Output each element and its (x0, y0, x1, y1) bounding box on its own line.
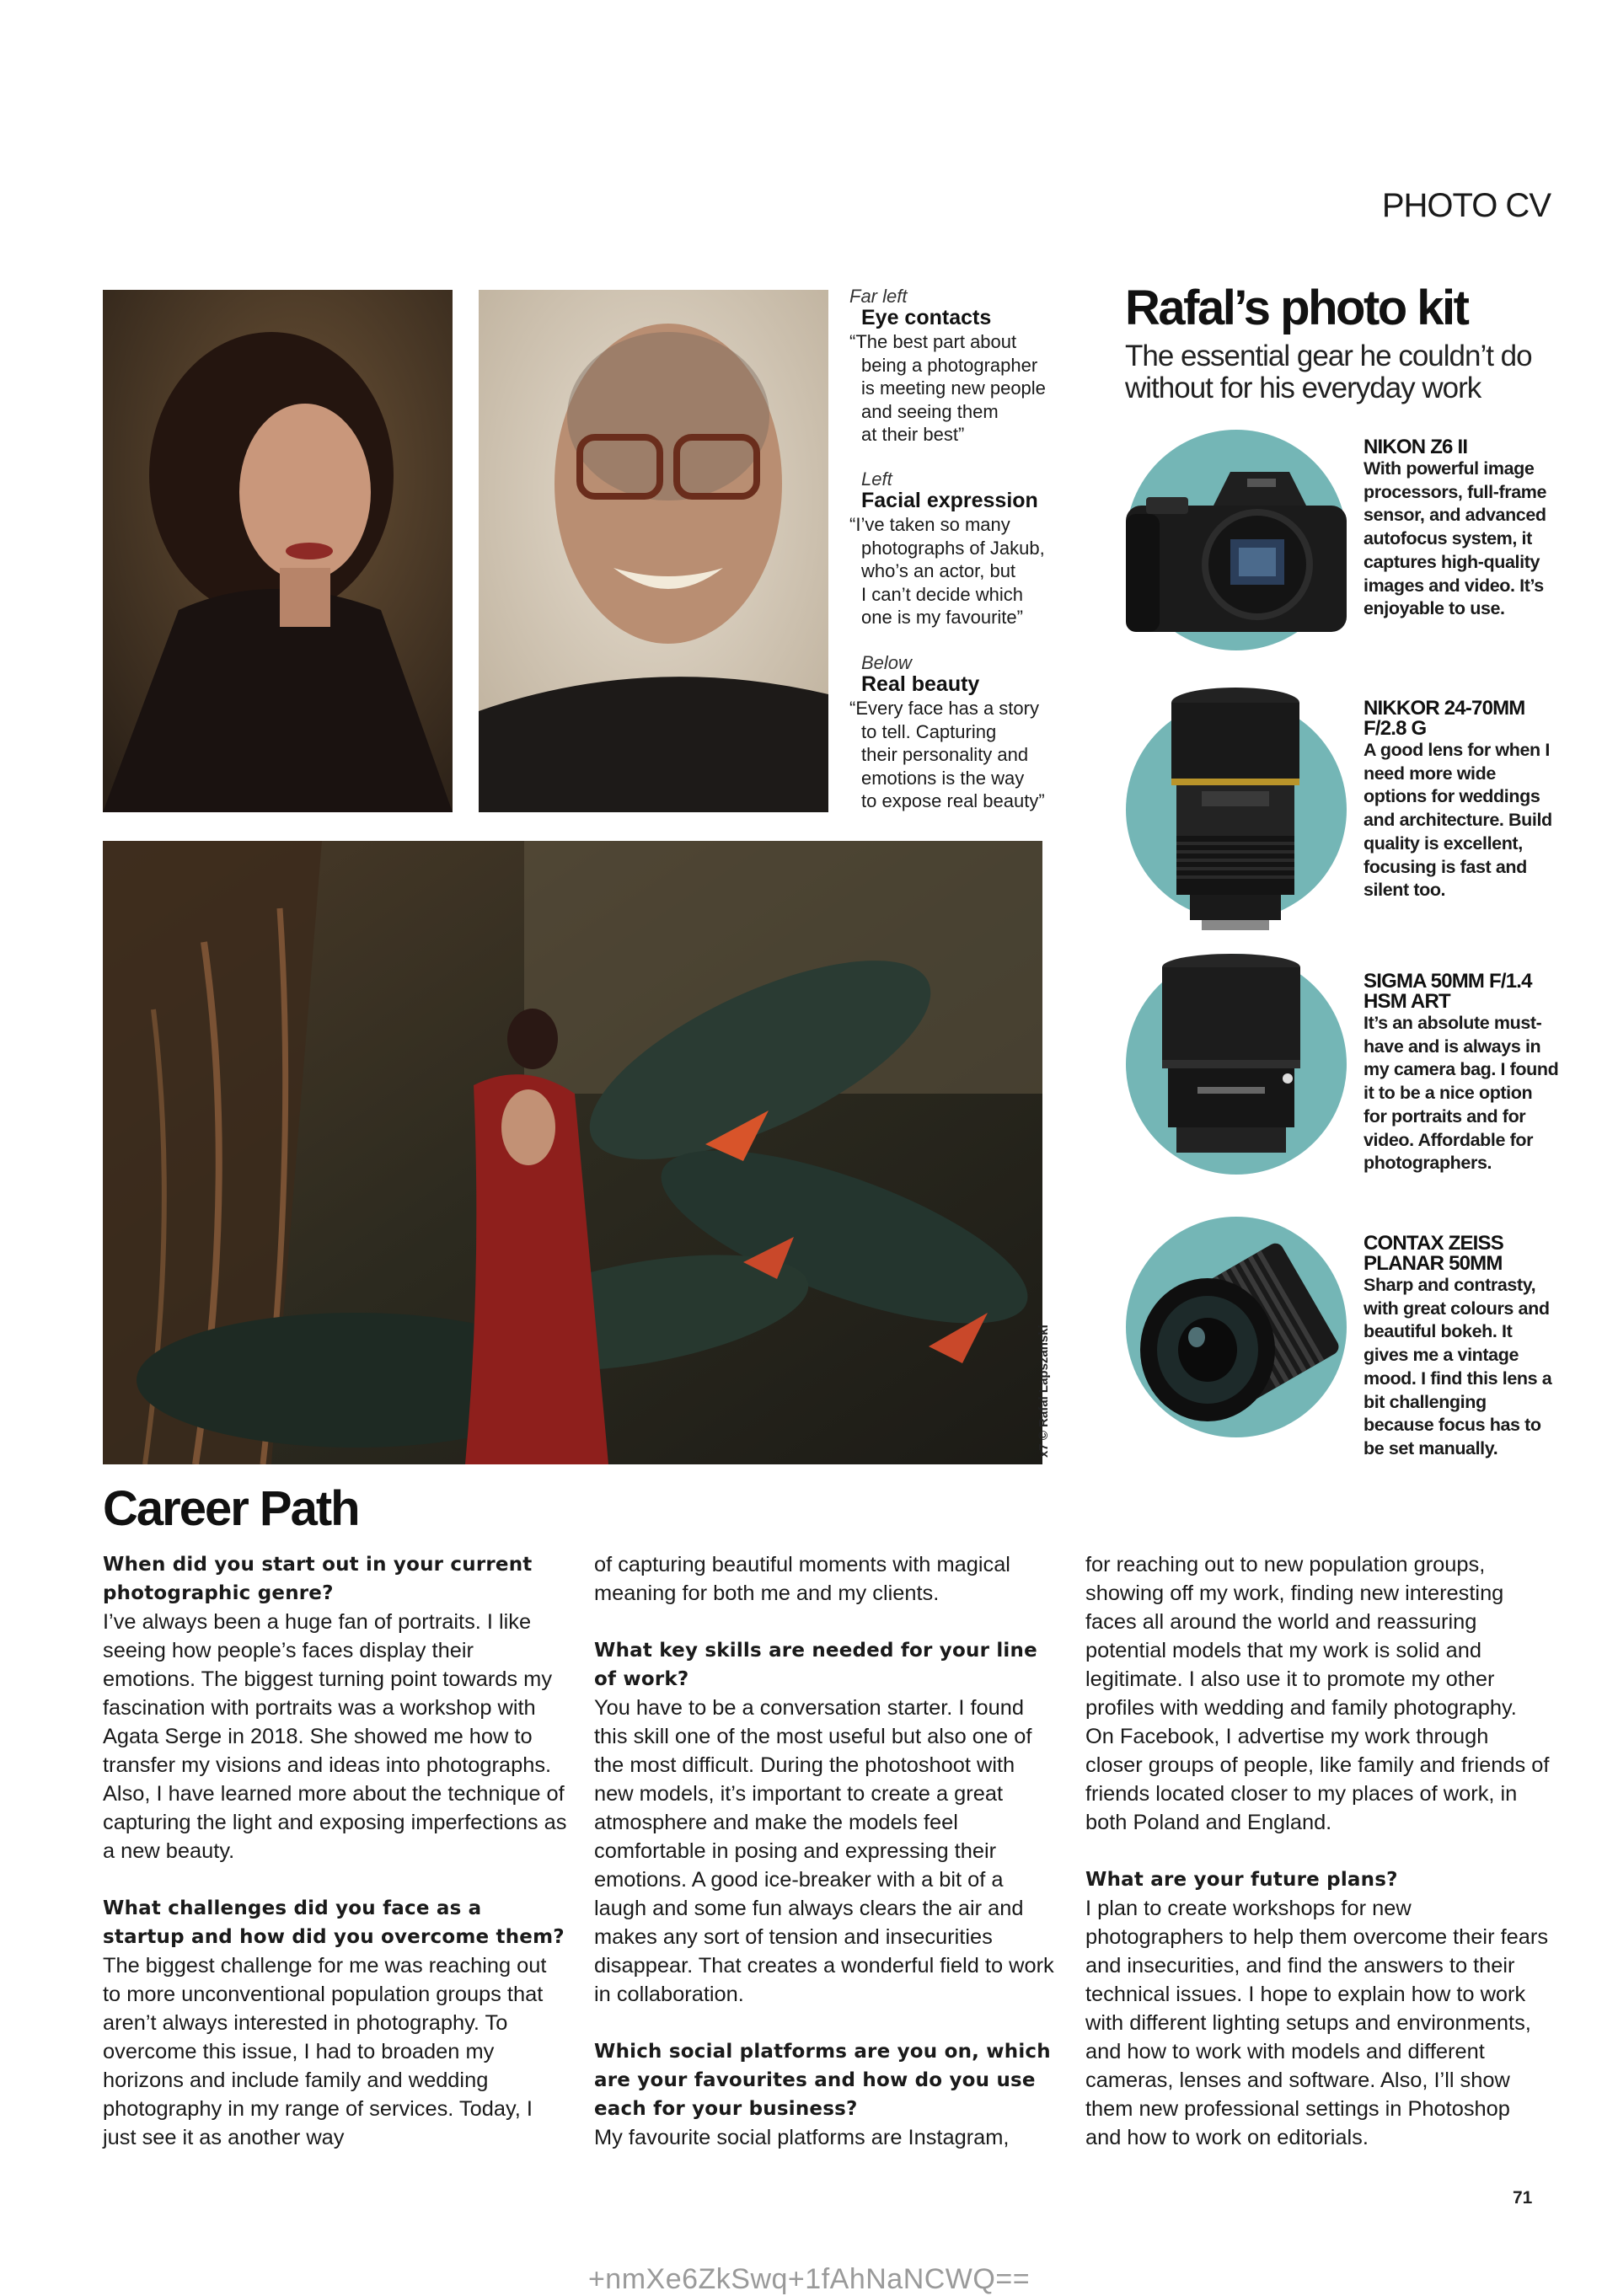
interview-answer: I plan to create workshops for new photographers to help them overcome their fears and insecurities, and find the answers to their technical issues. I hope to explain how to work with different lighting setups and environments, and how to work with models and different cameras, lenses and software. Also, I’ll show them new professional settings in Photoshop and how to work on editorials. (1085, 1897, 1549, 2149)
caption-position: Left (861, 468, 892, 490)
caption-line: who’s an actor, but (861, 560, 1016, 581)
caption-line: I can’t decide which (861, 583, 1023, 605)
main-photo-woman-red-dress (103, 841, 1042, 1464)
kit-item-desc: With powerful image processors, full-frame sensor, and advanced autofocus system, it captures high-quality images and video. It’s enjoyable to use. (1364, 458, 1547, 619)
kit-item-name: NIKKOR 24-70MM F/2.8 G (1364, 697, 1525, 740)
caption-text (849, 513, 1102, 629)
interview-question: Which social platforms are you on, which are your favourites and how do you use each for your business? (594, 2041, 1051, 2120)
caption-line: their personality and (861, 744, 1029, 765)
caption-title: Facial expression (861, 489, 1038, 512)
kit-item-name: SIGMA 50MM F/1.4 HSM ART (1364, 970, 1532, 1013)
portrait-photo-man (479, 290, 828, 812)
caption-line: to expose real beauty” (861, 790, 1045, 811)
kit-item-contax-zeiss (1364, 1234, 1559, 1461)
interview-answer: My favourite social platforms are Instagram, (594, 2126, 1010, 2149)
article-column-3 (1085, 1550, 1551, 2152)
caption-position: Below (861, 652, 912, 673)
zoom-lens-icon (1126, 699, 1347, 920)
caption-line: “The best part about (849, 331, 1017, 352)
interview-answer: for reaching out to new population groups, showing off my work, finding new interesting faces all around the world and reassuring potential models that my work is solid and legitimate. I also use it to promote my other profiles with wedding and family photography. On Facebook, I advertise my work through closer groups of people, like family and friends of friends located closer to my places of work, in both Poland and England. (1085, 1553, 1550, 1834)
caption-line: being a photographer (861, 354, 1038, 376)
kit-item-desc: It’s an absolute must-have and is always in my camera bag. I found it to be a nice option for portraits and for video. Affordable for photographers. (1364, 1013, 1559, 1174)
caption-line: to tell. Capturing (861, 720, 997, 742)
kit-item-desc: A good lens for when I need more wide options for weddings and architecture. Build quality is excellent, focusing is fast and silent too. (1364, 740, 1552, 901)
page-number: 71 (1513, 2188, 1533, 2208)
caption-facial-expression (849, 468, 1102, 629)
caption-line: emotions is the way (861, 767, 1025, 789)
watermark-text: +nmXe6ZkSwq+1fAhNaNCWQ== (587, 2263, 1031, 2295)
article-column-2 (594, 1550, 1059, 2152)
interview-answer: of capturing beautiful moments with magical meaning for both me and my clients. (594, 1553, 1010, 1605)
caption-real-beauty (849, 652, 1102, 813)
caption-line: at their best” (861, 424, 965, 445)
kit-item-nikon-z6 (1364, 437, 1559, 621)
interview-answer: I’ve always been a huge fan of portraits. I like seeing how people’s faces display their emotions. The biggest turning point towards my fascination with portraits was a workshop with Agata Serge in 2018. She showed me how to transfer my visions and ideas into photographs. Also, I have learned more about the technique of capturing the light and exposing imperfections as a new beauty. (103, 1610, 567, 1863)
vintage-lens-icon (1126, 1217, 1347, 1437)
kit-item-name: NIKON Z6 II (1364, 436, 1468, 458)
interview-answer: The biggest challenge for me was reaching out to more unconventional population groups that aren’t always interested in photography. To overcome this issue, I had to broaden my horizons and include family and wedding photography in my range of services. Today, I just see it as another way (103, 1954, 547, 2149)
caption-line: “I’ve taken so many (849, 514, 1010, 535)
kit-item-sigma-50 (1364, 971, 1559, 1175)
kit-item-nikkor-24-70 (1364, 698, 1559, 902)
career-path-heading: Career Path (103, 1481, 359, 1536)
interview-answer: You have to be a conversation starter. I found this skill one of the most useful but also one of the most difficult. During the photoshoot with new models, it’s important to create a great atmosphere and make the models feel comfortable in posing and expressing their emotions. A good ice-breaker with a bit of a laugh and some fun always clears the air and makes any sort of tension and insecurities disappear. That creates a wonderful field to work in collaboration. (594, 1696, 1054, 2006)
caption-text (849, 697, 1102, 813)
caption-line: and seeing them (861, 400, 999, 422)
kit-title: Rafal’s photo kit (1125, 281, 1468, 335)
kit-item-name: CONTAX ZEISS PLANAR 50MM (1364, 1232, 1503, 1275)
caption-text (849, 330, 1102, 447)
interview-question: When did you start out in your current photographic genre? (103, 1554, 533, 1604)
prime-lens-icon (1126, 954, 1347, 1175)
caption-line: photographs of Jakub, (861, 537, 1045, 559)
kit-item-desc: Sharp and contrasty, with great colours and beautiful bokeh. It gives me a vintage mood. I find this lens a bit challenging because focus has to be set manually. (1364, 1275, 1552, 1458)
section-label: PHOTO CV (1381, 187, 1551, 224)
interview-question: What challenges did you face as a startup and how did you overcome them? (103, 1897, 565, 1948)
article-column-1 (103, 1550, 568, 2152)
caption-title: Eye contacts (861, 306, 992, 329)
caption-line: is meeting new people (861, 377, 1046, 399)
caption-line: one is my favourite” (861, 607, 1023, 628)
interview-question: What key skills are needed for your line of work? (594, 1640, 1037, 1690)
caption-title: Real beauty (861, 672, 980, 696)
caption-position: Far left (849, 286, 908, 307)
photo-credit: x7 © Rafal Lapszanski (1037, 1325, 1051, 1458)
caption-line: “Every face has a story (849, 698, 1039, 719)
camera-icon (1126, 430, 1347, 650)
portrait-photo-woman (103, 290, 453, 812)
interview-question: What are your future plans? (1085, 1869, 1398, 1891)
caption-eye-contacts (849, 286, 1102, 447)
kit-subtitle: The essential gear he couldn’t do without for his everyday work (1125, 340, 1532, 404)
